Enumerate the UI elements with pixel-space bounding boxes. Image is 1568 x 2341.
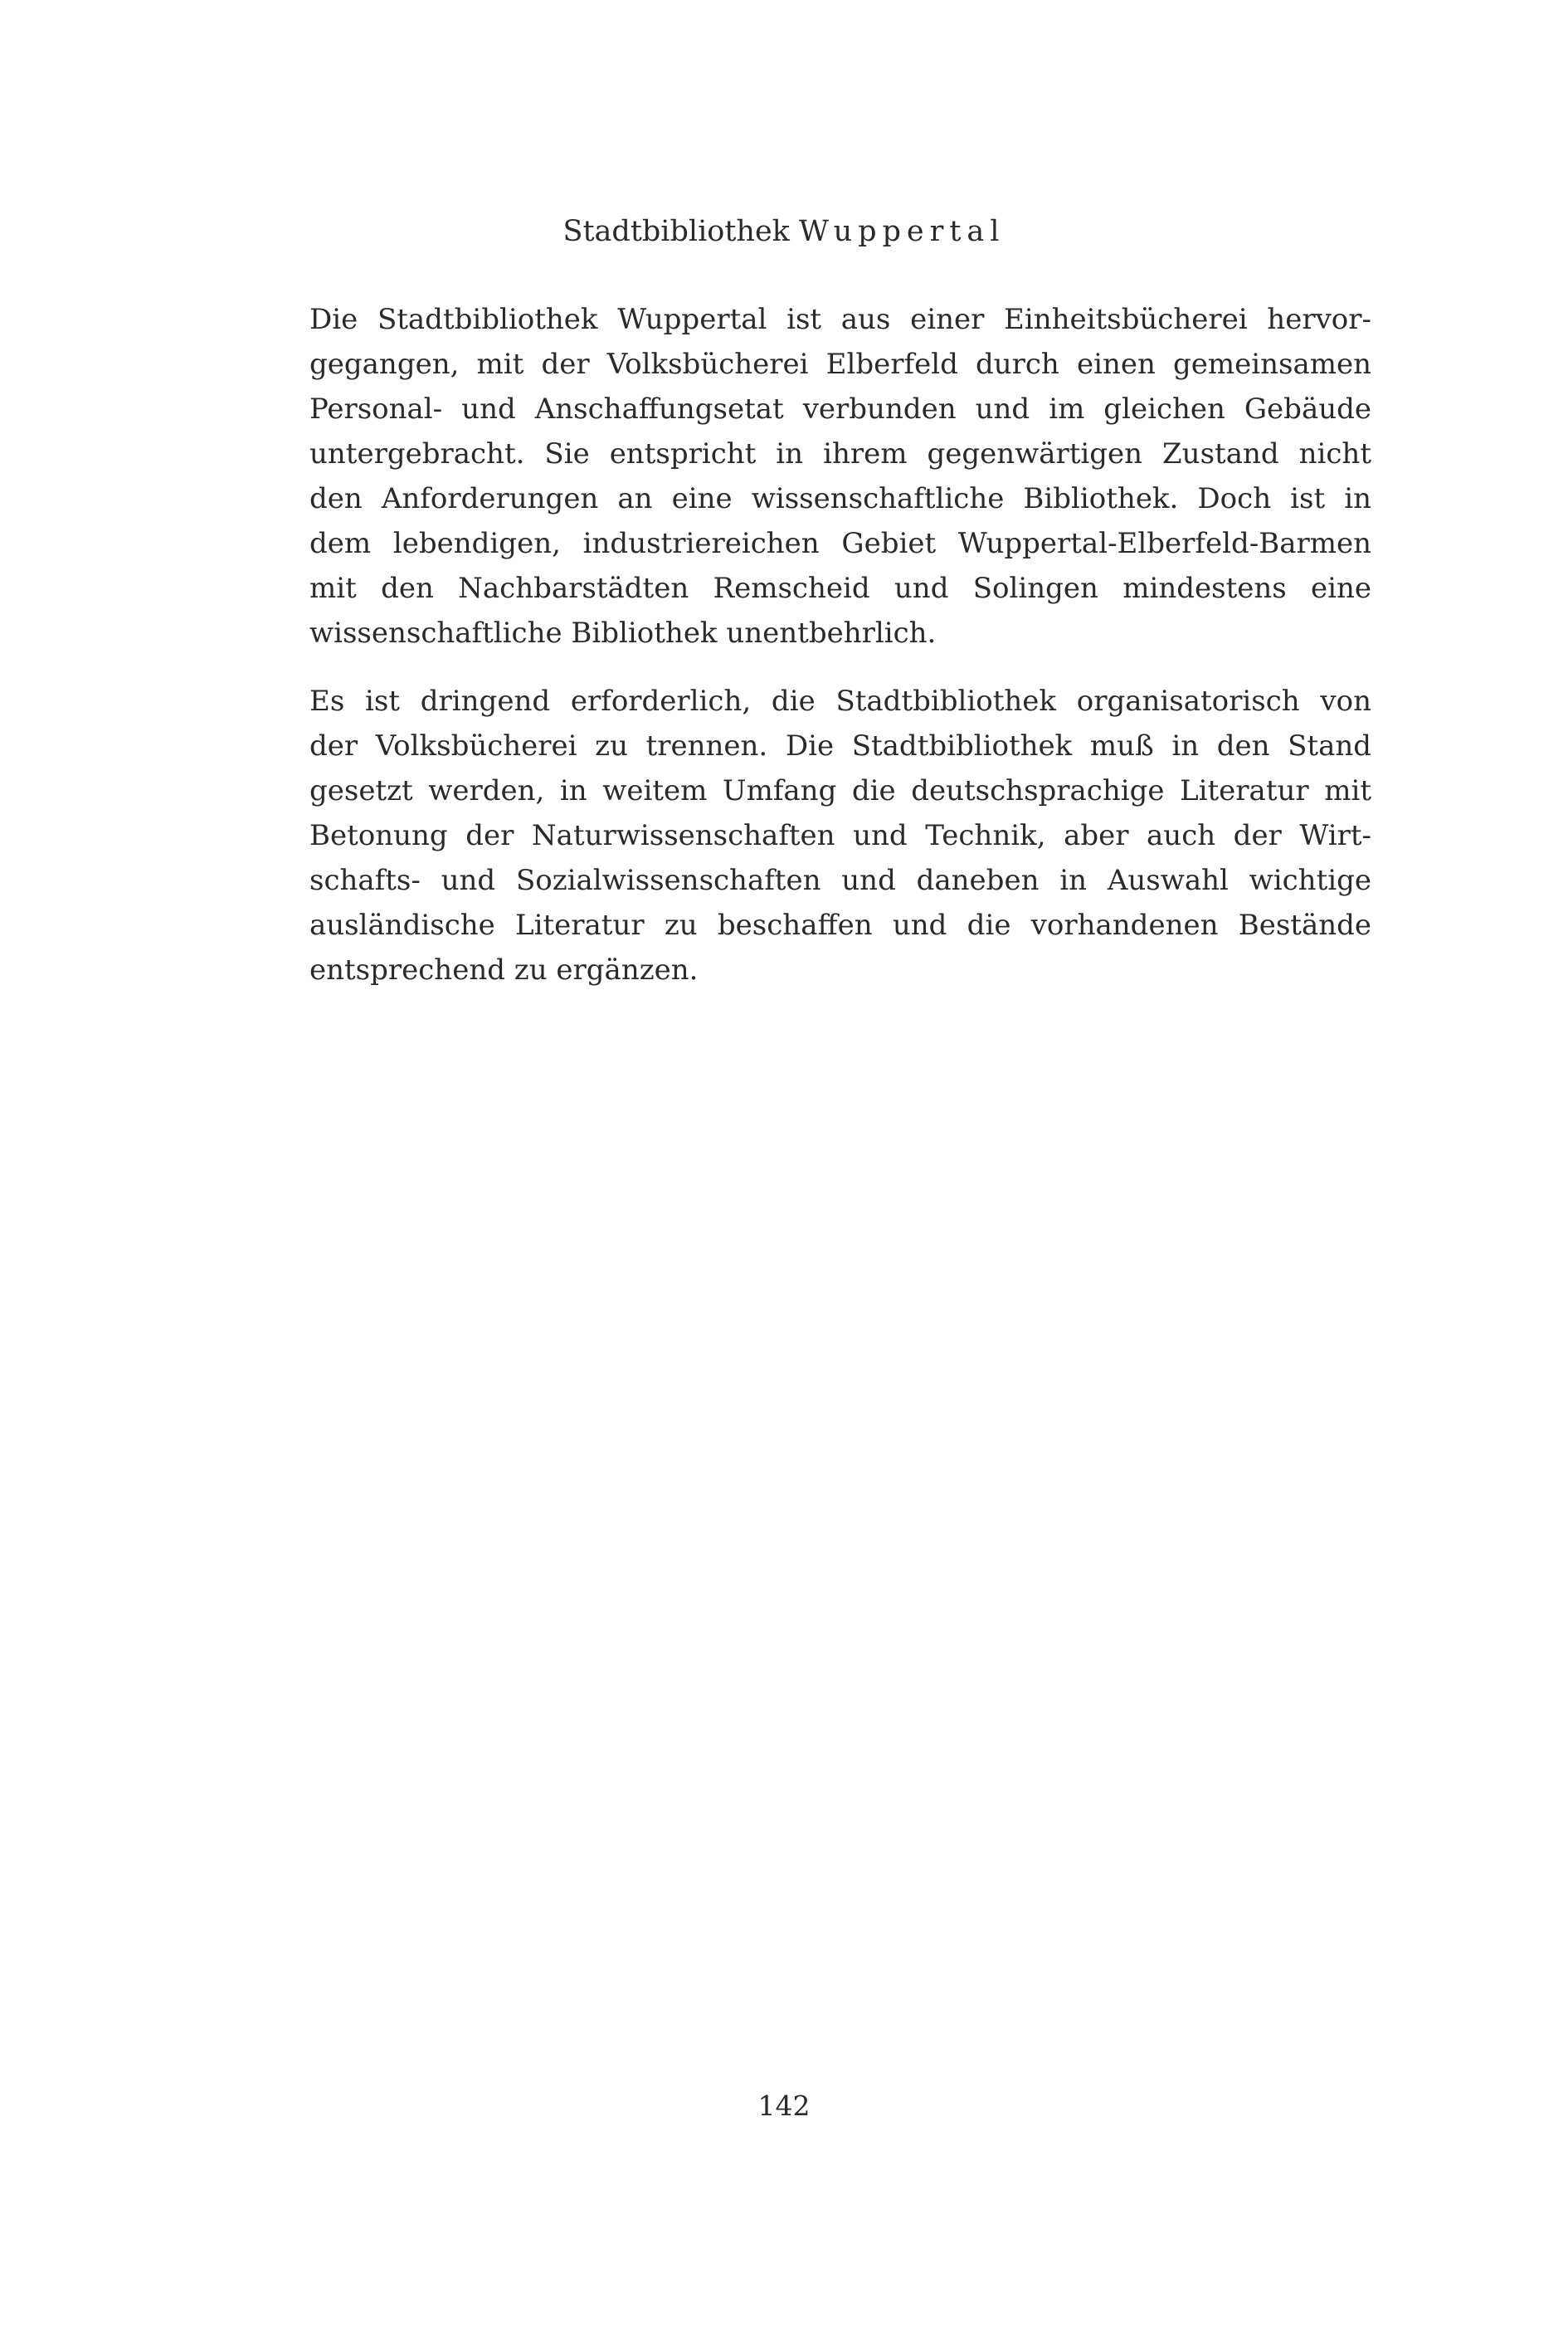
text-line: gesetzt werden, in weitem Umfang die deutschsprachige Literatur mit [309,774,1371,807]
text-line: ausländische Literatur zu beschaffen und die vorhandenen Bestände [309,909,1371,942]
heading-main: Stadtbibliothek [562,215,790,248]
text-line: schafts- und Sozialwissenschaften und daneben in Auswahl wichtige [309,864,1371,897]
paragraph-2 [309,679,1371,992]
section-heading [0,212,1568,251]
heading-spaced: Wuppertal [799,215,1006,248]
text-line: den Anforderungen an eine wissenschaftliche Bibliothek. Doch ist in [309,482,1371,515]
paragraph-1 [309,297,1371,656]
text-line: der Volksbücherei zu trennen. Die Stadtbibliothek muß in den Stand [309,729,1371,763]
text-line: wissenschaftliche Bibliothek unentbehrlich. [309,617,937,650]
page-number: 142 [757,2090,811,2122]
text-line: dem lebendigen, industriereichen Gebiet Wuppertal-Elberfeld-Barmen [309,527,1371,560]
text-line: entsprechend zu ergänzen. [309,953,699,987]
text-line: Personal- und Anschaffungsetat verbunden und im gleichen Gebäude [309,393,1371,426]
text-line: Die Stadtbibliothek Wuppertal ist aus einer Einheitsbücherei hervor- [309,303,1371,336]
body-text [309,297,1371,1016]
text-line: Es ist dringend erforderlich, die Stadtbibliothek organisatorisch von [309,685,1371,718]
text-line: mit den Nachbarstädten Remscheid und Solingen mindestens eine [309,572,1371,605]
text-line: Betonung der Naturwissenschaften und Technik, aber auch der Wirt- [309,819,1371,852]
text-line: untergebracht. Sie entspricht in ihrem gegenwärtigen Zustand nicht [309,437,1371,471]
text-line: gegangen, mit der Volksbücherei Elberfeld durch einen gemeinsamen [309,348,1371,381]
